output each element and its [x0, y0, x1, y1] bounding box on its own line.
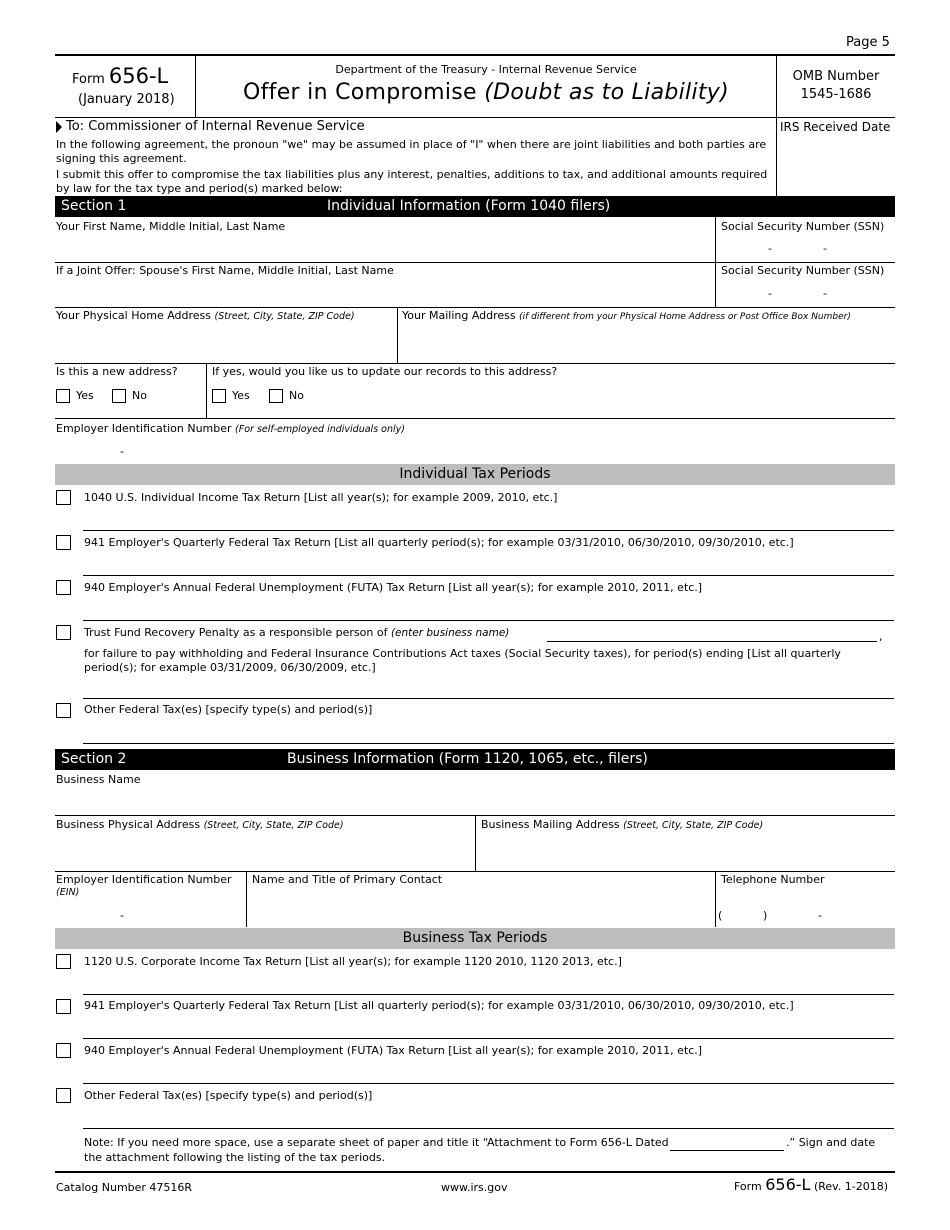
business-physical-address-input[interactable]: [56, 833, 474, 870]
other-tax-label: Other Federal Tax(es) [specify type(s) and period(s)]: [84, 703, 373, 716]
entry-line: [83, 620, 894, 621]
telephone-input[interactable]: [716, 900, 894, 926]
section-1-label: Section 1: [61, 198, 127, 214]
department-name: Department of the Treasury - Internal Revenue Service: [335, 63, 637, 76]
other-tax-business-label: Other Federal Tax(es) [specify type(s) and period(s)]: [84, 1089, 373, 1102]
home-address-label: Your Physical Home Address (Street, City, State, ZIP Code): [56, 309, 355, 322]
tfrp-description: for failure to pay withholding and Federal Insurance Contributions Act taxes (Social Security taxes), for period(s) ending [List all quarterly period(s); for example 03/31/2009, 06/30/2009, etc.]: [84, 647, 841, 674]
section-2-label: Section 2: [61, 751, 127, 767]
business-physical-address-label: Business Physical Address (Street, City, State, ZIP Code): [56, 818, 344, 831]
entry-line: [83, 1128, 894, 1129]
header-bottom-rule: [55, 117, 895, 118]
checkbox-941-business[interactable]: [56, 999, 71, 1014]
phone-dash: -: [818, 909, 822, 922]
section-1-header: [55, 196, 895, 217]
form-subtitle: (Doubt as to Liability): [484, 80, 730, 105]
form-title: Offer in Compromise (Doubt as to Liability): [242, 80, 730, 105]
form-date: (January 2018): [78, 92, 175, 107]
ssn-input[interactable]: [716, 234, 894, 261]
tax-item-1040: 1040 U.S. Individual Income Tax Return [List all year(s); for example 2009, 2010, etc.]: [84, 491, 558, 504]
ssn2-dash-1: -: [768, 287, 772, 300]
omb-label: OMB Number: [792, 69, 880, 84]
irs-received-date-label: IRS Received Date: [780, 120, 891, 134]
tax-item-940-business: 940 Employer's Annual Federal Unemployment (FUTA) Tax Return [List all year(s); for example 2010, 2011, etc.]: [84, 1044, 703, 1057]
update-yes[interactable]: Yes: [212, 389, 250, 403]
note-line-1: Note: If you need more space, use a separate sheet of paper and title it “Attachment to Form 656-L Dated: [84, 1136, 669, 1149]
name-input[interactable]: [56, 234, 714, 261]
rule: [55, 363, 895, 364]
checkbox[interactable]: [112, 389, 126, 403]
mailing-address-input[interactable]: [398, 324, 894, 362]
form-label: Form 656-L: [72, 64, 169, 88]
phone-paren-close: ): [763, 909, 768, 922]
home-address-input[interactable]: [56, 324, 396, 362]
business-ein-hint: (EIN): [56, 887, 80, 898]
rule: [55, 418, 895, 419]
checkbox-other[interactable]: [56, 703, 71, 718]
question-divider: [206, 363, 207, 418]
ein-label: Employer Identification Number (For self-employed individuals only): [56, 422, 405, 435]
tax-item-941: 941 Employer's Quarterly Federal Tax Return [List all quarterly period(s); for example 03/31/2010, 06/30/2010, 09/30/2010, etc.]: [84, 536, 794, 549]
irs-url[interactable]: www.irs.gov: [441, 1181, 508, 1194]
catalog-number: Catalog Number 47516R: [56, 1181, 193, 1194]
entry-line: [83, 530, 894, 531]
rule: [55, 262, 895, 263]
entry-line: [83, 994, 894, 995]
page-number: Page 5: [846, 35, 890, 50]
business-name-label: Business Name: [56, 773, 141, 786]
update-no[interactable]: No: [269, 389, 304, 403]
checkbox[interactable]: [56, 389, 70, 403]
rule: [55, 307, 895, 308]
entry-line: [83, 1083, 894, 1084]
section-2-title: Business Information (Form 1120, 1065, etc., filers): [287, 751, 648, 767]
checkbox-other-business[interactable]: [56, 1088, 71, 1103]
business-ein-label: Employer Identification Number: [56, 873, 232, 886]
footer-form-id: Form 656-L (Rev. 1-2018): [734, 1175, 889, 1194]
new-address-yes[interactable]: Yes: [56, 389, 94, 403]
spouse-name-label: If a Joint Offer: Spouse's First Name, Middle Initial, Last Name: [56, 264, 394, 277]
ein-dash: -: [120, 445, 124, 458]
business-ein-dash: -: [120, 909, 124, 922]
business-tax-periods-header: Business Tax Periods: [55, 928, 895, 949]
primary-contact-input[interactable]: [247, 888, 714, 926]
entry-line: [83, 743, 894, 744]
intro-paragraph-1: In the following agreement, the pronoun "we" may be assumed in place of "I" when there are joint liabilities and both parties are signing this agreement.: [56, 138, 767, 165]
update-records-question: If yes, would you like us to update our records to this address?: [212, 365, 558, 378]
checkbox-tfrp[interactable]: [56, 625, 71, 640]
checkbox-940-business[interactable]: [56, 1043, 71, 1058]
ein-input[interactable]: [56, 438, 356, 462]
section-1-title: Individual Information (Form 1040 filers): [327, 198, 611, 214]
spouse-name-input[interactable]: [56, 278, 714, 306]
phone-paren-open: (: [718, 909, 723, 922]
spouse-ssn-label: Social Security Number (SSN): [721, 264, 885, 277]
section-2-header: [55, 749, 895, 770]
ssn-dash-1: -: [768, 242, 772, 255]
checkbox[interactable]: [212, 389, 226, 403]
header-top-rule: [55, 54, 895, 56]
to-commissioner: To: Commissioner of Internal Revenue Service: [56, 119, 365, 134]
ssn-label: Social Security Number (SSN): [721, 220, 885, 233]
business-ein-input[interactable]: [56, 900, 245, 926]
ssn-dash-2: -: [823, 242, 827, 255]
tax-item-1120: 1120 U.S. Corporate Income Tax Return [List all year(s); for example 1120 2010, 1120 2013, etc.]: [84, 955, 622, 968]
omb-number: 1545-1686: [800, 87, 872, 102]
note-line-1-end: .” Sign and date: [786, 1136, 876, 1149]
mailing-address-label: Your Mailing Address (if different from your Physical Home Address or Post Office Box Number): [402, 309, 851, 322]
attachment-date-line[interactable]: [670, 1150, 784, 1151]
checkbox-1040[interactable]: [56, 490, 71, 505]
business-mailing-address-input[interactable]: [476, 833, 894, 870]
entry-line: [83, 1038, 894, 1039]
business-mailing-address-label: Business Mailing Address (Street, City, State, ZIP Code): [481, 818, 764, 831]
telephone-label: Telephone Number: [721, 873, 825, 886]
form-number: 656-L: [108, 64, 169, 88]
note-line-2: the attachment following the listing of the tax periods.: [84, 1151, 386, 1164]
tfrp-label: Trust Fund Recovery Penalty as a responsible person of (enter business name): [84, 626, 510, 639]
spouse-ssn-input[interactable]: [716, 278, 894, 306]
checkbox[interactable]: [269, 389, 283, 403]
tax-item-941-business: 941 Employer's Quarterly Federal Tax Return [List all quarterly period(s); for example 03/31/2010, 06/30/2010, 09/30/2010, etc.]: [84, 999, 794, 1012]
checkbox-1120[interactable]: [56, 954, 71, 969]
business-name-input[interactable]: [56, 788, 894, 814]
footer-rule: [55, 1171, 895, 1173]
tfrp-comma: ,: [879, 630, 883, 643]
checkbox-940[interactable]: [56, 580, 71, 595]
individual-tax-periods-header: Individual Tax Periods: [55, 464, 895, 485]
arrow-right-icon: [56, 121, 62, 133]
intro-paragraph-2: I submit this offer to compromise the tax liabilities plus any interest, penalties, additions to tax, and additional amounts required by law for the tax type and period(s) marked below:: [56, 168, 768, 195]
rule: [55, 871, 895, 872]
entry-line: [83, 698, 894, 699]
tax-item-940: 940 Employer's Annual Federal Unemployment (FUTA) Tax Return [List all year(s); for example 2010, 2011, etc.]: [84, 581, 703, 594]
new-address-question: Is this a new address?: [56, 365, 178, 378]
ssn2-dash-2: -: [823, 287, 827, 300]
first-name-label: Your First Name, Middle Initial, Last Name: [56, 220, 286, 233]
business-name-line[interactable]: [547, 641, 877, 642]
primary-contact-label: Name and Title of Primary Contact: [252, 873, 443, 886]
entry-line: [83, 575, 894, 576]
new-address-no[interactable]: No: [112, 389, 147, 403]
checkbox-941[interactable]: [56, 535, 71, 550]
